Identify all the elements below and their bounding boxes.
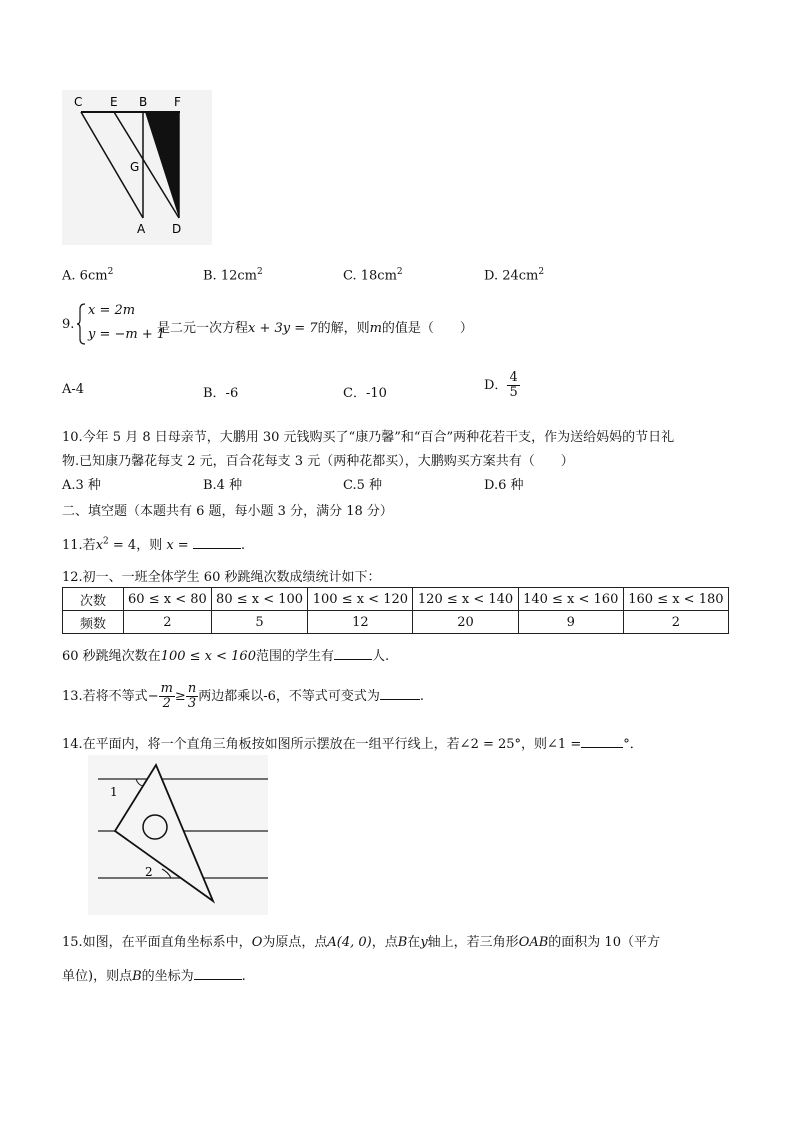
- q15-text-a: 15.如图，在平面直角坐标系中，: [62, 935, 252, 950]
- q8-option-a: [62, 267, 113, 283]
- fraction-numerator: 4: [509, 370, 518, 385]
- q14-text: 14.在平面内，将一个直角三角板按如图所示摆放在一组平行线上，若∠2 = 25°，则∠1 =: [62, 737, 582, 752]
- table-cell: 2: [623, 611, 728, 634]
- q9-equation: x + 3y = 7: [248, 321, 318, 336]
- option-letter: D.: [484, 268, 499, 284]
- label-e: E: [110, 95, 118, 109]
- table-header-cell: 60 ≤ x < 80: [124, 588, 212, 611]
- q11-end: .: [240, 538, 245, 553]
- q11-prefix: 11.若: [62, 538, 96, 553]
- q15-point-a: A(4, 0): [327, 935, 372, 950]
- q15-triangle: OAB: [518, 935, 549, 950]
- label-b: B: [139, 95, 148, 109]
- q11-exponent: 2: [103, 536, 109, 547]
- system-equation-2: y = −m + 1: [88, 327, 166, 342]
- q15-text-f: 的面积为 10（平方: [548, 935, 660, 950]
- label-a: A: [137, 222, 146, 236]
- table-cell: 2: [124, 611, 212, 634]
- q15-text-e: 轴上，若三角形: [427, 935, 519, 950]
- q13: [62, 682, 424, 711]
- table-header-cell: 80 ≤ x < 100: [211, 588, 308, 611]
- option-exponent: 2: [538, 267, 545, 277]
- answer-blank[interactable]: [334, 659, 372, 660]
- q15-origin: O: [251, 935, 263, 950]
- q9-option-a: A-4: [62, 382, 85, 397]
- question-14-figure: [88, 755, 268, 915]
- fraction: [507, 371, 519, 400]
- answer-blank[interactable]: [193, 548, 241, 549]
- q10-line-1: 10.今年 5 月 8 日母亲节，大鹏用 30 元钱购买了“康乃馨”和“百合”两种花若干支，作为送给妈妈的节日礼: [62, 430, 675, 445]
- q13-ge-sign: ≥: [174, 689, 186, 704]
- q9-text-b: 的解，则: [317, 321, 370, 336]
- fraction-denominator: 2: [162, 696, 171, 711]
- option-letter: C.: [343, 268, 357, 284]
- option-value: 24cm: [502, 268, 539, 284]
- option-letter: B.: [203, 268, 217, 284]
- table-cell: 9: [518, 611, 623, 634]
- q15-line-1: [62, 931, 660, 950]
- q9-text-c: 的值是（ ）: [381, 321, 473, 336]
- option-value: 12cm: [220, 268, 257, 284]
- q12-question: [62, 645, 389, 664]
- answer-blank[interactable]: [380, 699, 420, 700]
- table-header-cell: 160 ≤ x < 180: [623, 588, 728, 611]
- q10-option-c: C.5 种: [343, 478, 383, 493]
- table-cell: 频数: [63, 611, 124, 634]
- q15-text-h: 的坐标为: [141, 969, 194, 984]
- q13-end: .: [419, 689, 425, 704]
- q13-prefix: 13.若将不等式: [62, 689, 148, 704]
- q12-text-a: 60 秒跳绳次数在: [62, 649, 161, 664]
- fraction: [186, 682, 198, 711]
- q15-point-b-2: B: [132, 969, 142, 984]
- q8-option-b: [203, 267, 263, 283]
- q14-end: °．: [623, 737, 643, 752]
- table-cell: 12: [308, 611, 413, 634]
- q12-text-c: 人.: [371, 649, 390, 664]
- question-8-figure: [62, 90, 212, 245]
- q9-option-b: B．-6: [203, 386, 239, 401]
- option-exponent: 2: [256, 267, 263, 277]
- q9-text: [157, 317, 473, 336]
- q15-text-b: 为原点，点: [262, 935, 328, 950]
- table-header-cell: 100 ≤ x < 120: [308, 588, 413, 611]
- q14: [62, 733, 643, 752]
- system-equation-1: x = 2m: [88, 303, 136, 318]
- q9-option-c: C．-10: [343, 386, 387, 401]
- q12-text-b: 范围的学生有: [255, 649, 334, 664]
- q10-line-2: 物.已知康乃馨花每支 2 元，百合花每支 3 元（两种花都买），大鹏购买方案共有（ ）: [62, 454, 574, 469]
- q11: [62, 534, 245, 553]
- q12-range: 100 ≤ x < 160: [160, 649, 256, 664]
- q8-option-d: [484, 267, 544, 283]
- frequency-table: [62, 587, 729, 634]
- q11-middle: = 4，则: [108, 538, 167, 553]
- q13-minus: −: [147, 689, 159, 704]
- q12-intro: 12.初一、一班全体学生 60 秒跳绳次数成绩统计如下：: [62, 570, 381, 585]
- option-value: 18cm: [360, 268, 397, 284]
- label-g: G: [130, 160, 140, 174]
- table-cell: 20: [413, 611, 518, 634]
- table-row: [63, 588, 729, 611]
- option-letter: A.: [62, 268, 76, 284]
- q11-variable-2: x: [166, 538, 174, 553]
- label-f: F: [174, 95, 181, 109]
- option-value: 6cm: [79, 268, 108, 284]
- q15-text-g: 单位)，则点: [62, 969, 133, 984]
- q9-option-d: [484, 371, 520, 400]
- label-c: C: [74, 95, 83, 109]
- q9-variable: m: [369, 321, 382, 336]
- table-cell: 5: [211, 611, 308, 634]
- q9-number: 9.: [62, 317, 75, 332]
- section-heading: 二、填空题（本题共有 6 题，每小题 3 分，满分 18 分）: [62, 504, 393, 519]
- equation-system-brace: [76, 303, 86, 345]
- option-exponent: 2: [396, 267, 403, 277]
- q9-text-a: 是二元一次方程: [157, 321, 249, 336]
- fraction-numerator: n: [187, 681, 197, 696]
- table-header-cell: 次数: [63, 588, 124, 611]
- q15-axis: y: [420, 935, 428, 950]
- fraction: [159, 682, 175, 711]
- q10-option-a: A.3 种: [62, 478, 101, 493]
- q11-equals: =: [173, 538, 193, 553]
- q15-end: .: [241, 969, 246, 984]
- answer-blank[interactable]: [581, 747, 623, 748]
- q13-text: 两边都乘以-6，不等式可变式为: [198, 689, 380, 704]
- q10-option-b: B.4 种: [203, 478, 243, 493]
- option-exponent: 2: [107, 267, 114, 277]
- fraction-denominator: 3: [187, 696, 197, 711]
- q15-text-d: 在: [407, 935, 421, 950]
- fraction-denominator: 5: [509, 385, 518, 400]
- q11-variable: x: [95, 538, 104, 553]
- q15-line-2: [62, 965, 246, 984]
- q8-option-c: [343, 267, 403, 283]
- table-header-cell: 140 ≤ x < 160: [518, 588, 623, 611]
- table-row: [63, 611, 729, 634]
- angle-1-label: 1: [110, 785, 118, 799]
- label-d: D: [172, 222, 182, 236]
- fraction-numerator: m: [160, 681, 173, 696]
- q10-option-d: D.6 种: [484, 478, 524, 493]
- q15-text-c: ，点: [371, 935, 398, 950]
- q15-point-b: B: [397, 935, 408, 950]
- answer-blank[interactable]: [194, 979, 242, 980]
- angle-2-label: 2: [145, 865, 153, 879]
- option-letter: D．: [484, 378, 508, 393]
- table-header-cell: 120 ≤ x < 140: [413, 588, 518, 611]
